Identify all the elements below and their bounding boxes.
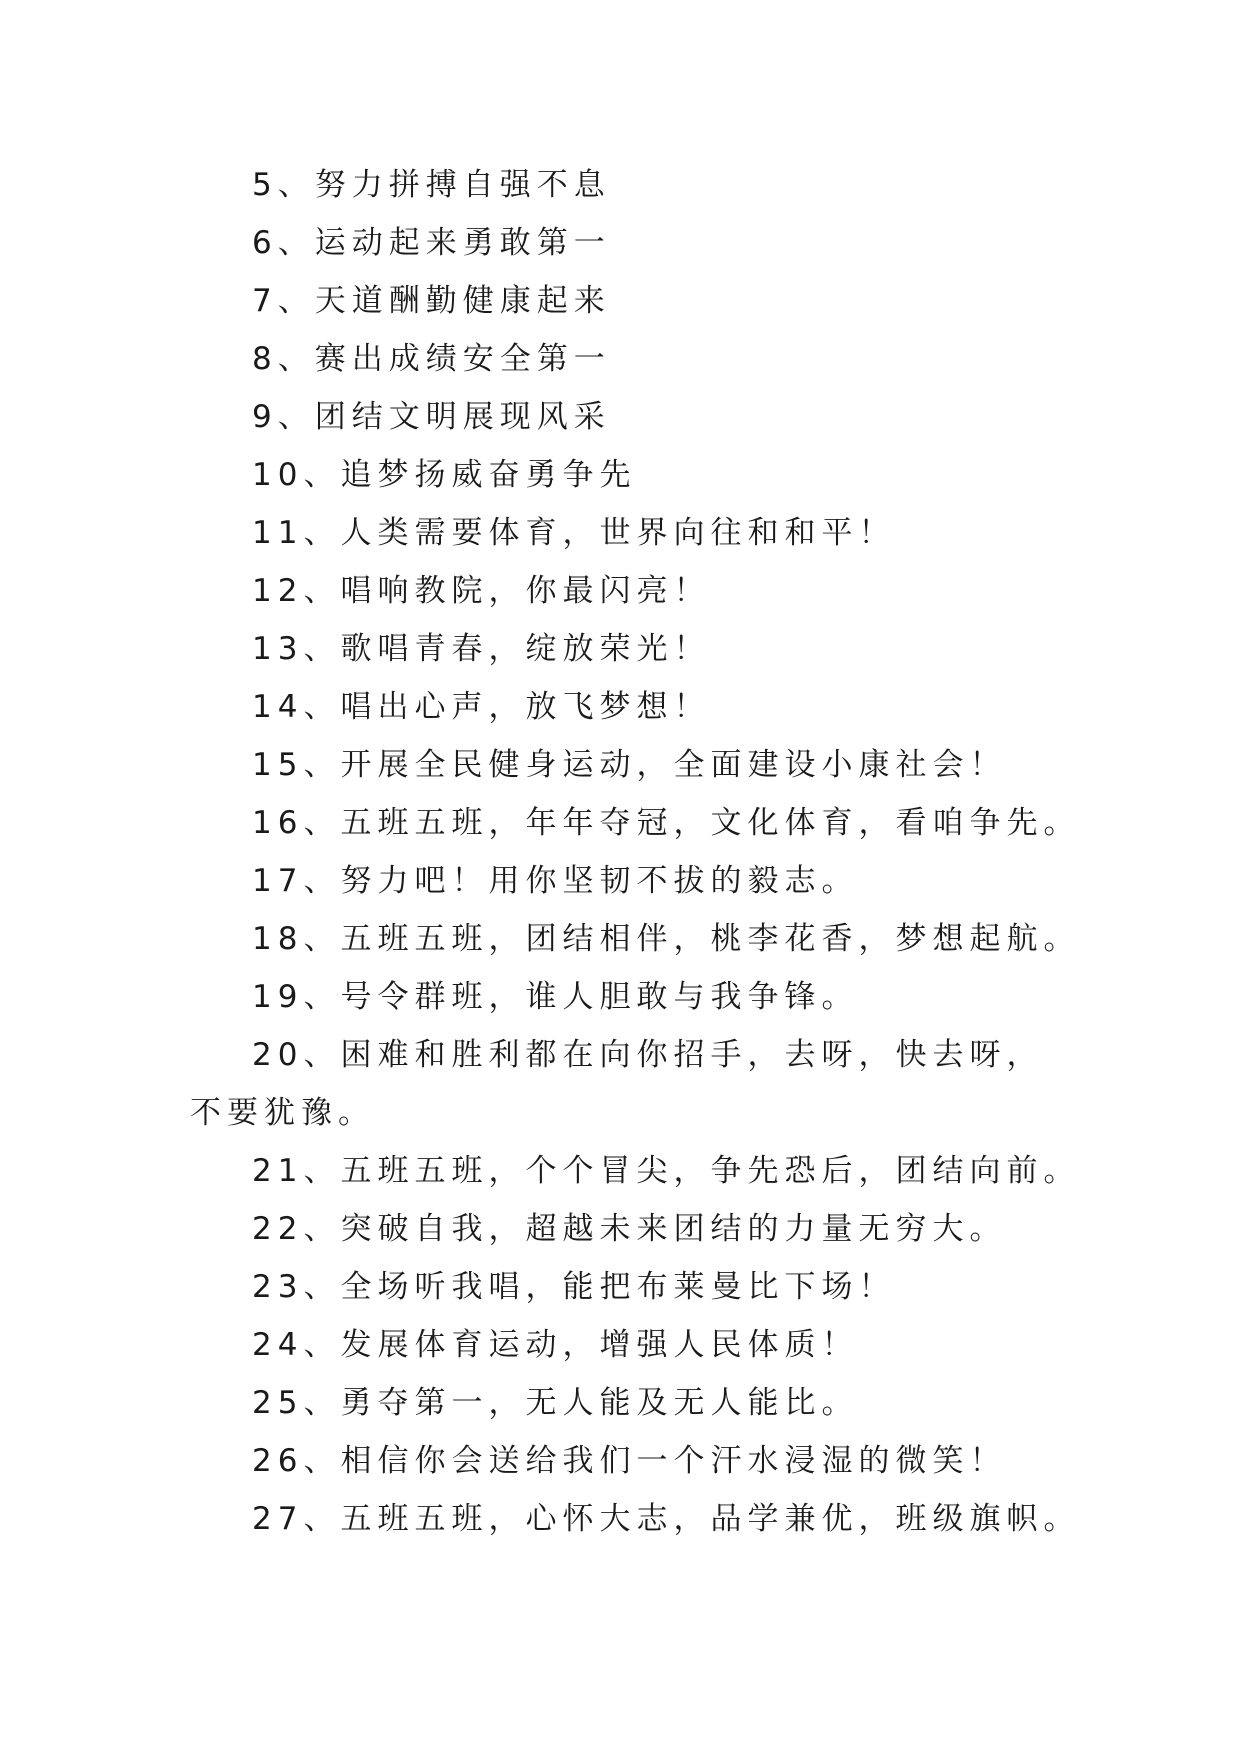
list-item: 8、赛出成绩安全第一 <box>252 341 611 377</box>
list-item: 23、全场听我唱，能把布莱曼比下场！ <box>252 1269 896 1305</box>
list-item: 19、号令群班，谁人胆敢与我争锋。 <box>252 979 859 1015</box>
list-item: 24、发展体育运动，增强人民体质！ <box>252 1327 859 1363</box>
list-item: 16、五班五班，年年夺冠，文化体育，看咱争先。 <box>252 805 1081 841</box>
list-item: 25、勇夺第一，无人能及无人能比。 <box>252 1385 859 1421</box>
list-item: 13、歌唱青春，绽放荣光！ <box>252 631 711 667</box>
list-item: 21、五班五班，个个冒尖，争先恐后，团结向前。 <box>252 1153 1081 1189</box>
list-item: 27、五班五班，心怀大志，品学兼优，班级旗帜。 <box>252 1501 1081 1537</box>
list-item: 6、运动起来勇敢第一 <box>252 225 611 261</box>
list-item: 20、困难和胜利都在向你招手，去呀，快去呀，不要犹豫。 <box>190 1037 1044 1131</box>
list-item: 9、团结文明展现风采 <box>252 399 611 435</box>
slogan-list <box>190 156 1081 1548</box>
list-item: 5、努力拼搏自强不息 <box>252 167 611 203</box>
list-item: 14、唱出心声，放飞梦想！ <box>252 689 711 725</box>
list-item: 12、唱响教院，你最闪亮！ <box>252 573 711 609</box>
list-item: 11、人类需要体育，世界向往和和平！ <box>252 515 896 551</box>
list-item: 10、追梦扬威奋勇争先 <box>252 457 637 493</box>
list-item: 18、五班五班，团结相伴，桃李花香，梦想起航。 <box>252 921 1081 957</box>
list-item: 17、努力吧！用你坚韧不拔的毅志。 <box>252 863 859 899</box>
list-item: 22、突破自我，超越未来团结的力量无穷大。 <box>252 1211 1007 1247</box>
list-item: 7、天道酬勤健康起来 <box>252 283 611 319</box>
list-item: 15、开展全民健身运动，全面建设小康社会！ <box>252 747 1007 783</box>
list-item: 26、相信你会送给我们一个汗水浸湿的微笑！ <box>252 1443 1007 1479</box>
